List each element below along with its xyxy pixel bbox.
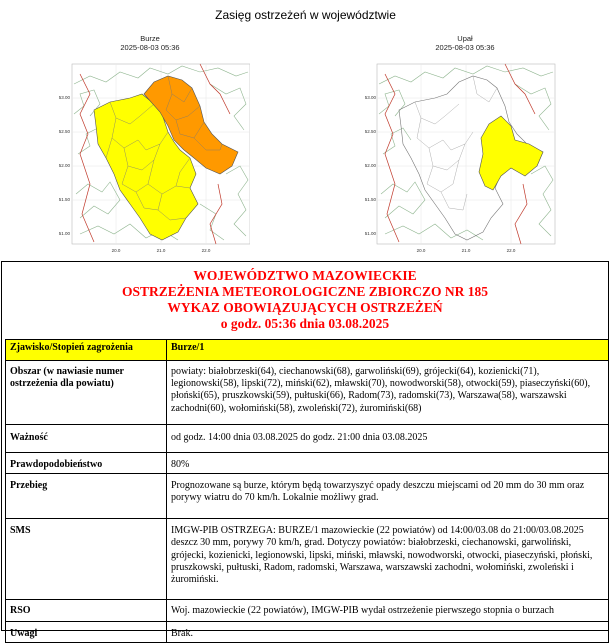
- storm-map-ylabel: 51.50: [58, 197, 70, 202]
- table-row: [6, 622, 609, 643]
- bulletin-subtitle: WYKAZ OBOWIĄZUJĄCYCH OSTRZEŻEŃ: [167, 300, 443, 315]
- sms-value: IMGW-PIB OSTRZEGA: BURZE/1 mazowieckie (22 powiatów) od 14:00/03.08 do 21:00/03.08.2025 deszcz 30 mm, porywy 70 km/h, grad. Dotyczy powiatów: białobrzeski, ciechanowski, garwoliński, grójecki, kozienicki, legionowski, lipski, miński, mławski, nowodworski, otwocki, piaseczyński, płoński, pruszkowski, pułtuski, Radom, radomski, Warszawa, warszawski zachodni, wołomiński, zwoleński i żuromiński.: [167, 519, 609, 600]
- storm-map-date: 2025-08-03 05:36: [120, 43, 180, 52]
- sms-label: SMS: [6, 519, 167, 600]
- probability-value: 80%: [167, 453, 609, 474]
- table-row: [6, 340, 609, 361]
- course-value: Prognozowane są burze, którym będą towarzyszyć opady deszczu miejscami od 20 mm do 30 mm oraz porywy wiatru do 70 km/h. Lokalnie możliwy grad.: [167, 474, 609, 519]
- table-row: [6, 453, 609, 474]
- rso-label: RSO: [6, 600, 167, 622]
- storm-map-xlabel: 21.0: [156, 248, 166, 253]
- storm-map-ylabel: 52.50: [58, 129, 70, 134]
- warning-report: [1, 261, 609, 640]
- storm-map-canvas: [50, 54, 250, 258]
- heat-map-title: Upał: [457, 34, 473, 43]
- heat-map-ylabel: 51.00: [365, 231, 376, 236]
- notes-label: Uwagi: [6, 622, 167, 643]
- storm-map-ylabel: 51.00: [58, 231, 70, 236]
- heat-map-xlabel: 20.0: [416, 248, 426, 253]
- storm-map-xlabel: 22.0: [201, 248, 211, 253]
- storm-map-title: Burze: [140, 34, 160, 43]
- heat-map-ylabel: 51.50: [365, 197, 376, 202]
- heat-map-ylabel: 53.00: [365, 95, 376, 100]
- heat-map-xlabel: 21.0: [461, 248, 471, 253]
- rso-value: Woj. mazowieckie (22 powiatów), IMGW-PIB wydał ostrzeżenie pierwszego stopnia o burzach: [167, 600, 609, 622]
- table-row: [6, 519, 609, 600]
- heat-map: [365, 34, 565, 258]
- validity-value: od godz. 14:00 dnia 03.08.2025 do godz. 21:00 dnia 03.08.2025: [167, 425, 609, 453]
- heat-map-canvas: [365, 54, 565, 258]
- probability-label: Prawdopodobieństwo: [6, 453, 167, 474]
- storm-map-xlabel: 20.0: [111, 248, 121, 253]
- table-row: [6, 600, 609, 622]
- heat-map-xlabel: 22.0: [506, 248, 516, 253]
- region-name: WOJEWÓDZTWO MAZOWIECKIE: [193, 268, 417, 283]
- heat-map-date: 2025-08-03 05:36: [435, 43, 495, 52]
- validity-label: Ważność: [6, 425, 167, 453]
- table-row: [6, 474, 609, 519]
- warning-table: [5, 339, 609, 643]
- page-title: Zasięg ostrzeżeń w województwie: [215, 8, 396, 22]
- phenomenon-value: Burze/1: [167, 340, 609, 361]
- heat-map-ylabel: 52.00: [365, 163, 376, 168]
- storm-map-ylabel: 52.00: [58, 163, 70, 168]
- table-row: [6, 425, 609, 453]
- notes-value: Brak.: [167, 622, 609, 643]
- bulletin-title: OSTRZEŻENIA METEOROLOGICZNE ZBIORCZO NR 185: [121, 284, 489, 299]
- area-label: Obszar (w nawiasie numer ostrzeżenia dla powiatu): [6, 361, 167, 425]
- report-header: [2, 268, 608, 332]
- storm-map: [50, 34, 250, 258]
- phenomenon-label: Zjawisko/Stopień zagrożenia: [6, 340, 167, 361]
- table-row: [6, 361, 609, 425]
- bulletin-time: o godz. 05:36 dnia 03.08.2025: [220, 316, 390, 331]
- course-label: Przebieg: [6, 474, 167, 519]
- heat-map-ylabel: 52.50: [365, 129, 376, 134]
- storm-map-ylabel: 53.00: [58, 95, 70, 100]
- area-value: powiaty: białobrzeski(64), ciechanowski(68), garwoliński(69), grójecki(64), kozienicki(71), legionowski(58), lipski(72), miński(62), mławski(70), nowodworski(58), otwocki(59), piaseczyński(60), płoński(65), pruszkowski(59), pułtuski(66), Radom(73), radomski(73), Warszawa(58), warszawski zachodni(60), wołomiński(58), zwoleński(72), żuromiński(68): [167, 361, 609, 425]
